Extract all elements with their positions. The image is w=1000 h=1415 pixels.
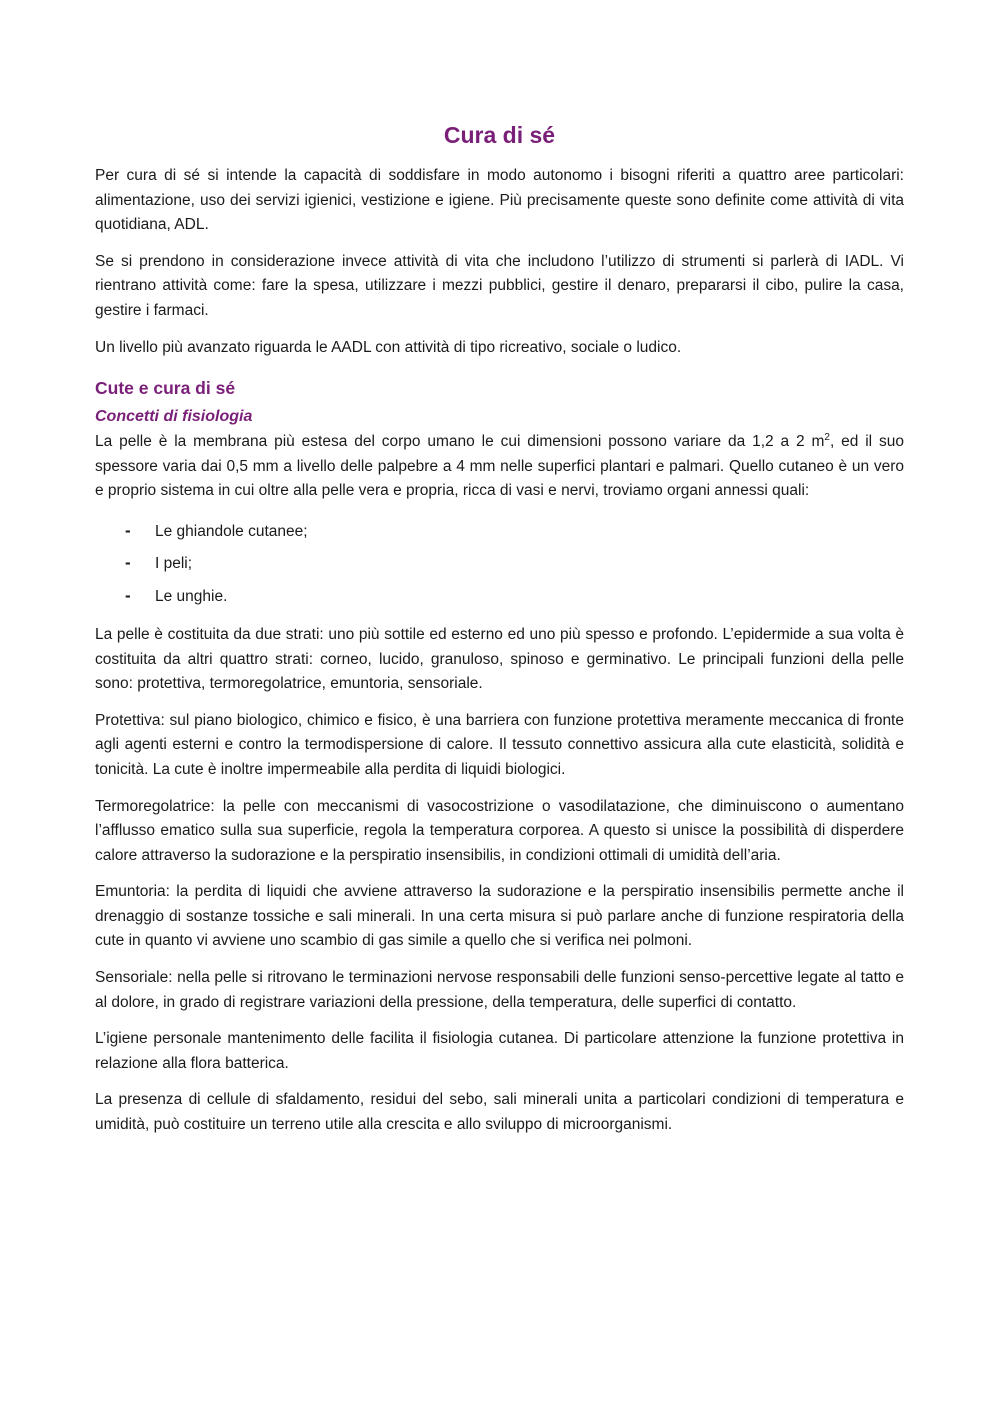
section-subheading: Concetti di fisiologia — [95, 408, 253, 426]
page-title: Cura di sé — [443, 122, 556, 148]
list-item-label: Le ghiandole cutanee; — [155, 522, 308, 540]
document-page — [95, 118, 904, 1150]
emunctory-function-paragraph: Emuntoria: la perdita di liquidi che avviene attraverso la sudorazione e la perspiratio insensibilis permette anche il drenaggio di sostanze tossiche e sali minerali. In una certa misura si può parlare anche di funzione respiratoria della cute in quanto vi avviene uno scambio di gas simile a quello che si verifica nei polmoni. — [95, 883, 904, 950]
dash-bullet-icon: - — [125, 553, 131, 573]
intro-paragraph-adl: Per cura di sé si intende la capacità di soddisfare in modo autonomo i bisogni riferiti a quattro aree particolari: alimentazione, uso dei servizi igienici, vestizione e igiene. Più precisamente queste sono definite come attività di vita quotidiana, ADL. — [95, 167, 904, 234]
thermoregulatory-function-paragraph: Termoregolatrice: la pelle con meccanismi di vasocostrizione o vasodilatazione, che diminuiscono o aumentano l’afflusso ematico sulla sua superficie, regola la temperatura corporea. A questo si unisce la possibilità di disperdere calore attraverso la sudorazione e la perspiratio insensibilis, in condizioni ottimali di umidità dell’aria. — [95, 797, 904, 864]
annexed-organs-list — [95, 520, 904, 609]
list-item-label: I peli; — [155, 555, 193, 573]
skin-layers-paragraph: La pelle è costituita da due strati: uno più sottile ed esterno ed uno più spesso e profondo. L’epidermide a sua volta è costituita da altri quattro strati: corneo, lucido, granuloso, spinoso e germinativo. Le principali funzioni della pelle sono: protettiva, termoregolatrice, emuntoria, sensoriale. — [95, 625, 904, 693]
superscript-exponent: 2 — [824, 432, 830, 443]
list-item — [95, 520, 904, 544]
list-item — [95, 552, 904, 576]
skin-paragraph — [95, 430, 904, 504]
section-heading: Cute e cura di sé — [95, 378, 236, 399]
list-item — [95, 585, 904, 609]
personal-hygiene-paragraph: L’igiene personale mantenimento delle facilita il fisiologia cutanea. Di particolare attenzione la funzione protettiva in relazione alla flora batterica. — [95, 1030, 904, 1072]
protective-function-paragraph: Protettiva: sul piano biologico, chimico e fisico, è una barriera con funzione protettiva meramente meccanica di fronte agli agenti esterni e contro la termodispersione di calore. Il tessuto connettivo assicura alla cute elasticità, solidità e tonicità. La cute è inoltre impermeabile alla perdita di liquidi biologici. — [95, 711, 904, 778]
skin-paragraph-text-continued: , ed il suo spessore varia dai 0,5 mm a livello delle palpebre a 4 mm nelle superfici plantari e palmari. Quello cutaneo è un vero e proprio sistema in cui oltre alla pelle vera e propria, ricca di vasi e nervi, troviamo organi annessi quali: — [95, 433, 904, 500]
sensory-function-paragraph: Sensoriale: nella pelle si ritrovano le terminazioni nervose responsabili delle funzioni senso-percettive legate al tatto e al dolore, in grado di registrare variazioni della pressione, della temperatura, delle superfici di contatto. — [95, 969, 904, 1011]
skin-paragraph-text: La pelle è la membrana più estesa del corpo umano le cui dimensioni possono variare da 1,2 a 2 m — [95, 433, 825, 451]
microorganisms-paragraph: La presenza di cellule di sfaldamento, residui del sebo, sali minerali unita a particolari condizioni di temperatura e umidità, può costituire un terreno utile alla crescita e allo sviluppo di microorganismi. — [95, 1091, 904, 1134]
intro-paragraph-iadl: Se si prendono in considerazione invece attività di vita che includono l’utilizzo di strumenti si parlerà di IADL. Vi rientrano attività come: fare la spesa, utilizzare i mezzi pubblici, gestire il denaro, prepararsi il cibo, pulire la casa, gestire i farmaci. — [95, 252, 904, 319]
intro-paragraph-aadl: Un livello più avanzato riguarda le AADL con attività di tipo ricreativo, sociale o ludico. — [95, 338, 682, 356]
list-item-label: Le unghie. — [155, 587, 228, 605]
dash-bullet-icon: - — [125, 520, 131, 540]
dash-bullet-icon: - — [125, 585, 131, 605]
